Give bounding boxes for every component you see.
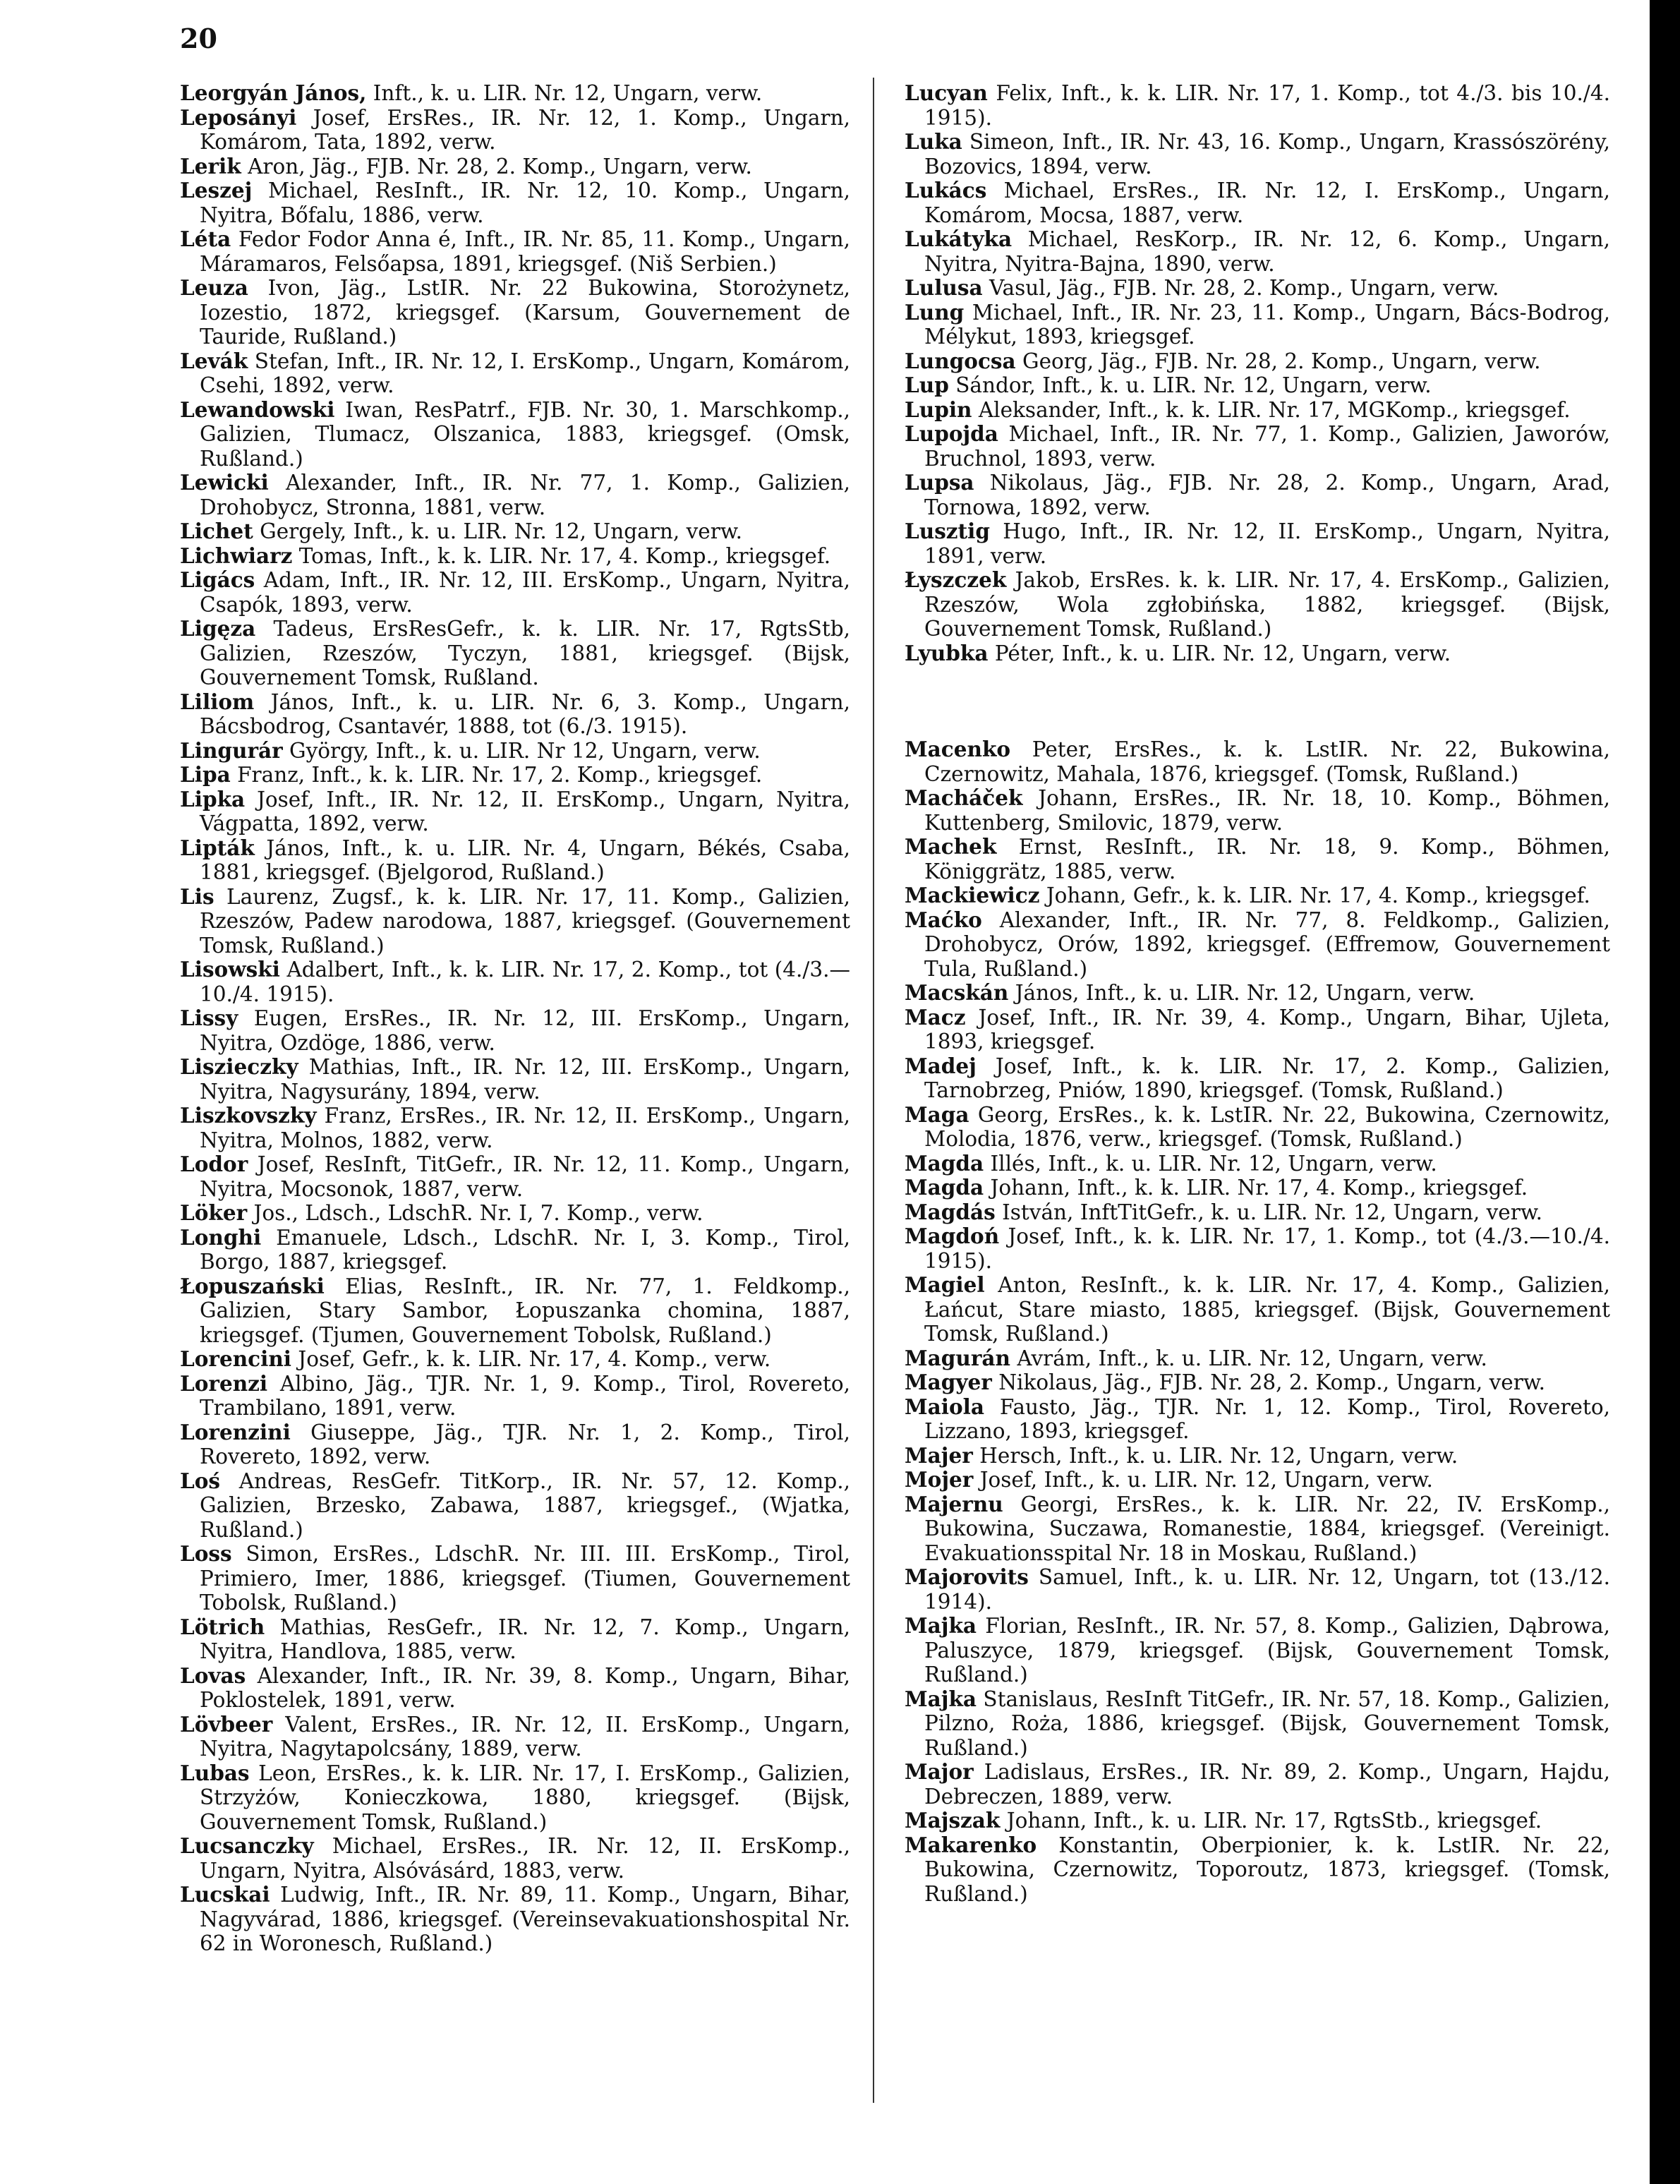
entry-details: Iwan, ResPatrf., FJB. Nr. 30, 1. Marschkomp., Galizien, Tlumacz, Olszanica, 1883, kriegsgef. (Omsk, Rußland.) [200,397,850,471]
entry-details: Alexander, Inft., IR. Nr. 39, 8. Komp., Ungarn, Bihar, Poklostelek, 1891, verw. [200,1663,850,1712]
entry-surname: Lung [905,299,965,325]
entry-details: Tadeus, ErsResGefr., k. k. LIR. Nr. 17, RgtsStb, Galizien, Rzeszów, Tyczyn, 1881, kriegsgef. (Bijsk, Gouvernement Tomsk, Rußland. [200,617,850,689]
register-entry [180,1006,850,1055]
entry-surname: Lingurár [180,737,283,763]
register-entry [905,1054,1610,1103]
entry-details: Josef, ErsRes., IR. Nr. 12, 1. Komp., Ungarn, Komárom, Tata, 1892, verw. [200,105,850,154]
entry-surname: Majorovits [905,1564,1029,1589]
entry-details: Andreas, ResGefr. TitKorp., IR. Nr. 57, 12. Komp., Galizien, Brzesko, Zabawa, 1887, kriegsgef., (Wjatka, Rußland.) [200,1468,850,1542]
entry-details: Georg, Jäg., FJB. Nr. 28, 2. Komp., Ungarn, verw. [1015,349,1541,373]
entry-details: Hersch, Inft., k. u. LIR. Nr. 12, Ungarn, verw. [972,1443,1458,1468]
register-entry [905,1492,1610,1566]
entry-details: Franz, ErsRes., IR. Nr. 12, II. ErsKomp., Ungarn, Nyitra, Molnos, 1882, verw. [200,1104,850,1152]
entry-details: Alexander, Inft., IR. Nr. 77, 8. Feldkomp., Galizien, Drohobycz, Orów, 1892, kriegsgef. (Effremow, Gouvernement Tula, Rußland.) [924,907,1610,981]
entry-details: Josef, ResInft, TitGefr., IR. Nr. 12, 11. Komp., Ungarn, Nyitra, Mocsonok, 1887, verw. [200,1152,850,1201]
entry-surname: Lövbeer [180,1711,273,1737]
entry-details: Aron, Jäg., FJB. Nr. 28, 2. Komp., Ungarn, verw. [241,154,752,179]
right-column-bottom-section [905,737,1610,1906]
entry-surname: Mackiewicz [905,883,1040,907]
entry-details: Michael, Inft., IR. Nr. 23, 11. Komp., Ungarn, Bács-Bodrog, Mélykut, 1893, kriegsgef. [924,300,1610,349]
entry-surname: Lorenzi [180,1370,268,1396]
register-entry [180,1542,850,1615]
register-entry [180,1883,850,1956]
entry-details: Michael, ResKorp., IR. Nr. 12, 6. Komp., Ungarn, Nyitra, Nyitra-Bajna, 1890, verw. [924,227,1610,276]
entry-details: Illés, Inft., k. u. LIR. Nr. 12, Ungarn, verw. [984,1151,1437,1176]
entry-details: Michael, ResInft., IR. Nr. 12, 10. Komp., Ungarn, Nyitra, Bőfalu, 1886, verw. [200,179,850,227]
entry-surname: Lucsanczky [180,1833,314,1858]
entry-surname: Magdás [905,1199,996,1224]
register-entry [180,1615,850,1664]
entry-details: Johann, Inft., k. k. LIR. Nr. 17, 4. Komp., kriegsgef. [984,1176,1528,1200]
register-entry [905,398,1610,423]
register-entry [180,836,850,885]
register-entry [180,690,850,739]
register-entry [180,1347,850,1372]
entry-surname: Macháček [905,785,1023,810]
register-entry [905,1444,1610,1468]
entry-details: Samuel, Inft., k. u. LIR. Nr. 12, Ungarn, tot (13./12. 1914). [924,1565,1610,1614]
entry-details: Josef, Inft., IR. Nr. 39, 4. Komp., Ungarn, Bihar, Ujleta, 1893, kriegsgef. [924,1005,1610,1054]
entry-surname: Leuza [180,275,248,300]
entry-surname: Majka [905,1613,977,1638]
register-entry [180,1372,850,1420]
register-entry [180,1152,850,1201]
entry-details: Leon, ErsRes., k. k. LIR. Nr. 17, I. ErsKomp., Galizien, Strzyżów, Konieczkowa, 1880, kriegsgef. (Bijsk, Gouvernement Tomsk, Rußland.) [200,1761,850,1834]
register-entry [180,471,850,519]
register-entry [180,763,850,788]
entry-surname: Lis [180,883,214,909]
entry-details: Michael, ErsRes., IR. Nr. 12, II. ErsKomp., Ungarn, Nyitra, Alsóvásárd, 1883, verw. [200,1834,850,1883]
entry-details: István, InftTitGefr., k. u. LIR. Nr. 12, Ungarn, verw. [995,1200,1542,1224]
entry-surname: Lucyan [905,80,988,105]
entry-surname: Magdoń [905,1224,1000,1248]
register-entry [905,373,1610,398]
entry-surname: Léta [180,227,231,251]
entry-surname: Liszieczky [180,1054,298,1079]
register-entry [180,349,850,398]
entry-surname: Majernu [905,1491,1003,1516]
entry-surname: Magyer [905,1370,992,1394]
entry-details: Konstantin, Oberpionier, k. k. LstIR. Nr. 22, Bukowina, Czernowitz, Toporoutz, 1873, kriegsgef. (Tomsk, Rußland.) [924,1833,1610,1906]
entry-details: Sándor, Inft., k. u. LIR. Nr. 12, Ungarn, verw. [948,373,1432,397]
entry-surname: Macenko [905,737,1011,761]
register-entry [905,276,1610,301]
entry-surname: Lipka [180,786,246,812]
entry-surname: Leorgyán János, [180,80,367,105]
register-entry [180,1055,850,1104]
register-entry [180,885,850,958]
entry-details: Mathias, ResGefr., IR. Nr. 12, 7. Komp., Ungarn, Nyitra, Handlova, 1885, verw. [200,1615,850,1663]
entry-surname: Maćko [905,907,982,932]
register-entry [905,981,1610,1006]
entry-surname: Makarenko [905,1832,1037,1857]
entry-details: Vasul, Jäg., FJB. Nr. 28, 2. Komp., Ungarn, verw. [982,276,1499,300]
entry-surname: Lyubka [905,640,989,665]
register-entry [905,1103,1610,1152]
entry-surname: Lukács [905,178,987,203]
register-entry [905,1346,1610,1371]
register-entry [180,1469,850,1543]
register-entry [180,155,850,179]
entry-surname: Lubas [180,1760,250,1785]
entry-surname: Lorenzini [180,1419,291,1444]
register-entry [180,1664,850,1713]
entry-surname: Majer [905,1442,973,1468]
entry-details: Stanislaus, ResInft TitGefr., IR. Nr. 57, 18. Komp., Galizien, Pilzno, Roża, 1886, kriegsgef. (Bijsk, Gouvernement Tomsk, Rußland.) [924,1687,1610,1760]
entry-details: János, Inft., k. u. LIR. Nr. 6, 3. Komp., Ungarn, Bácsbodrog, Csantavér, 1888, tot (6./3. 1915). [200,689,850,738]
register-entry [905,1468,1610,1492]
entry-surname: Majka [905,1686,977,1711]
register-entry [180,1201,850,1226]
entry-details: János, Inft., k. u. LIR. Nr. 12, Ungarn, verw. [1008,981,1475,1005]
register-entry [905,835,1610,883]
entry-details: Fedor Fodor Anna é, Inft., IR. Nr. 85, 11. Komp., Ungarn, Máramaros, Felsőapsa, 1891, kriegsgef. (Niš Serbien.) [200,227,850,276]
register-entry [180,398,850,471]
entry-details: Josef, Inft., IR. Nr. 12, II. ErsKomp., Ungarn, Nyitra, Vágpatta, 1892, verw. [200,787,850,835]
entry-details: Hugo, Inft., IR. Nr. 12, II. ErsKomp., Ungarn, Nyitra, 1891, verw. [924,519,1610,568]
entry-details: Franz, Inft., k. k. LIR. Nr. 17, 2. Komp., kriegsgef. [230,763,763,787]
entry-surname: Magda [905,1150,984,1176]
register-entry [180,568,850,617]
entry-surname: Lisowski [180,957,280,982]
register-entry [905,1565,1610,1614]
scan-edge-border [1650,0,1680,2184]
register-entry [180,81,850,106]
register-entry [905,1370,1610,1395]
entry-details: Adam, Inft., IR. Nr. 12, III. ErsKomp., Ungarn, Nyitra, Csapók, 1893, verw. [200,568,850,617]
entry-surname: Lipták [180,835,255,860]
entry-details: Johann, Gefr., k. k. LIR. Nr. 17, 4. Komp., kriegsgef. [1039,883,1590,907]
entry-surname: Macskán [905,980,1009,1005]
register-entry [905,1224,1610,1273]
entry-details: Josef, Inft., k. k. LIR. Nr. 17, 2. Komp., Galizien, Tarnobrzeg, Pniów, 1890, kriegsgef. (Tomsk, Rußland.) [924,1054,1610,1102]
entry-details: Avrám, Inft., k. u. LIR. Nr. 12, Ungarn, verw. [1010,1346,1487,1370]
register-entry [180,544,850,569]
register-entry [905,883,1610,908]
register-entry [905,81,1610,130]
register-entry [905,179,1610,227]
entry-details: János, Inft., k. u. LIR. Nr. 4, Ungarn, Békés, Csaba, 1881, kriegsgef. (Bjelgorod, Rußland.) [200,835,850,884]
entry-surname: Lerik [180,153,241,179]
register-entry [180,106,850,155]
entry-details: Inft., k. u. LIR. Nr. 12, Ungarn, verw. [366,81,763,105]
entry-details: Josef, Inft., k. k. LIR. Nr. 17, 1. Komp., tot (4./3.—10./4. 1915). [924,1224,1610,1273]
register-entry [905,1809,1610,1833]
entry-surname: Magurán [905,1345,1010,1370]
entry-surname: Leszej [180,178,253,203]
entry-details: Ivon, Jäg., LstIR. Nr. 22 Bukowina, Storożynetz, Iozestio, 1872, kriegsgef. (Karsum, Gouvernement de Tauride, Rußland.) [200,276,850,349]
entry-details: Stefan, Inft., IR. Nr. 12, I. ErsKomp., Ungarn, Komárom, Csehi, 1892, verw. [200,349,850,397]
entry-details: Jos., Ldsch., LdschR. Nr. I, 7. Komp., verw. [247,1201,703,1225]
entry-details: Simeon, Inft., IR. Nr. 43, 16. Komp., Ungarn, Krassószörény, Bozovics, 1894, verw. [924,130,1610,179]
register-entry [905,1152,1610,1176]
register-entry [180,1761,850,1835]
entry-surname: Lipa [180,762,231,787]
entry-surname: Majszak [905,1808,1001,1833]
entry-details: Alexander, Inft., IR. Nr. 77, 1. Komp., Galizien, Drohobycz, Stronna, 1881, verw. [200,471,850,519]
entry-details: Georg, ErsRes., k. k. LstIR. Nr. 22, Bukowina, Czernowitz, Molodia, 1876, verw., kriegsgef. (Tomsk, Rußland.) [924,1102,1610,1151]
left-column [180,81,850,1956]
page-number: 20 [180,23,217,54]
register-entry [905,349,1610,374]
entry-surname: Lulusa [905,275,983,300]
register-entry [905,422,1610,471]
register-entry [905,568,1610,641]
entry-surname: Maga [905,1102,969,1127]
entry-details: Aleksander, Inft., k. k. LIR. Nr. 17, MGKomp., kriegsgef. [972,397,1571,422]
register-entry [180,1420,850,1469]
entry-details: Tomas, Inft., k. k. LIR. Nr. 17, 4. Komp., kriegsgef. [292,543,831,568]
entry-details: Johann, Inft., k. u. LIR. Nr. 17, RgtsStb., kriegsgef. [1000,1809,1542,1833]
register-entry [180,1226,850,1274]
entry-surname: Magiel [905,1272,985,1297]
entry-surname: Levák [180,348,248,373]
entry-surname: Lötrich [180,1614,265,1639]
entry-details: Albino, Jäg., TJR. Nr. 1, 9. Komp., Tirol, Rovereto, Trambilano, 1891, verw. [200,1371,850,1420]
entry-surname: Lissy [180,1006,238,1030]
entry-details: Laurenz, Zugsf., k. k. LIR. Nr. 17, 11. Komp., Galizien, Rzeszów, Padew narodowa, 1887, kriegsgef. (Gouvernement Tomsk, Rußland.) [200,884,850,958]
register-entry [905,786,1610,835]
entry-surname: Lusztig [905,519,991,543]
entry-details: Emanuele, Ldsch., LdschR. Nr. I, 3. Komp., Tirol, Borgo, 1887, kriegsgef. [200,1225,850,1274]
entry-surname: Lorencini [180,1346,292,1371]
entry-details: Elias, ResInft., IR. Nr. 77, 1. Feldkomp., Galizien, Stary Sambor, Łopuszanka chomina, 1887, kriegsgef. (Tjumen, Gouvernement Tobolsk, Rußland.) [200,1274,850,1347]
entry-details: Josef, Gefr., k. k. LIR. Nr. 17, 4. Komp., verw. [291,1347,771,1371]
entry-surname: Loss [180,1541,232,1566]
entry-surname: Lupojda [905,421,998,446]
register-entry [905,737,1610,786]
entry-details: Simon, ErsRes., LdschR. Nr. III. III. ErsKomp., Tirol, Primiero, Imer, 1886, kriegsgef. (Tiumen, Gouvernement Tobolsk, Rußland.) [200,1542,850,1615]
entry-details: Anton, ResInft., k. k. LIR. Nr. 17, 4. Komp., Galizien, Łańcut, Stare miasto, 1885, kriegsgef. (Bijsk, Gouvernement Tomsk, Rußland.) [924,1273,1610,1346]
register-entry [180,179,850,227]
entry-details: Adalbert, Inft., k. k. LIR. Nr. 17, 2. Komp., tot (4./3.—10./4. 1915). [200,958,850,1006]
entry-surname: Lup [905,373,949,397]
register-entry [905,227,1610,276]
entry-surname: Liszkovszky [180,1103,317,1128]
entry-surname: Ligęza [180,616,256,641]
register-entry [180,1104,850,1152]
entry-surname: Lucskai [180,1882,270,1907]
entry-details: Felix, Inft., k. k. LIR. Nr. 17, 1. Komp., tot 4./3. bis 10./4. 1915). [924,81,1610,130]
entry-details: Johann, ErsRes., IR. Nr. 18, 10. Komp., Böhmen, Kuttenberg, Smilovic, 1879, verw. [924,786,1610,835]
entry-surname: Madej [905,1053,977,1078]
entry-details: Giuseppe, Jäg., TJR. Nr. 1, 2. Komp., Tirol, Rovereto, 1892, verw. [200,1420,850,1468]
register-entry [905,301,1610,349]
entry-surname: Liliom [180,689,255,714]
entry-surname: Lukátyka [905,227,1013,251]
register-entry [905,1200,1610,1225]
entry-surname: Lewandowski [180,397,335,422]
entry-details: Jakob, ErsRes. k. k. LIR. Nr. 17, 4. ErsKomp., Galizien, Rzeszów, Wola zgłobińska, 1882, kriegsgef. (Bijsk, Gouvernement Tomsk, Rußland.) [924,568,1610,641]
entry-details: Péter, Inft., k. u. LIR. Nr. 12, Ungarn, verw. [988,641,1451,665]
register-entry [180,958,850,1006]
entry-surname: Lovas [180,1663,246,1688]
entry-surname: Łopuszański [180,1273,325,1298]
entry-surname: Lodor [180,1152,248,1176]
entry-surname: Lungocsa [905,348,1016,373]
entry-details: Mathias, Inft., IR. Nr. 12, III. ErsKomp., Ungarn, Nyitra, Nagysurány, 1894, verw. [200,1055,850,1104]
entry-details: Nikolaus, Jäg., FJB. Nr. 28, 2. Komp., Ungarn, Arad, Tornowa, 1892, verw. [924,471,1610,519]
entry-surname: Longhi [180,1224,262,1250]
register-entry [905,130,1610,179]
entry-surname: Magda [905,1175,984,1200]
register-entry [180,1713,850,1761]
entry-details: Ernst, ResInft., IR. Nr. 18, 9. Komp., Böhmen, Königgrätz, 1885, verw. [924,835,1610,883]
register-entry [180,617,850,690]
right-column-top-section [905,81,1610,665]
register-entry [180,788,850,836]
register-entry [905,1687,1610,1761]
entry-details: Ludwig, Inft., IR. Nr. 89, 11. Komp., Ungarn, Bihar, Nagyvárad, 1886, kriegsgef. (Vereinsevakuationshospital Nr. 62 in Woronesch, Rußland.) [200,1883,850,1955]
entry-surname: Machek [905,834,997,859]
entry-details: Peter, ErsRes., k. k. LstIR. Nr. 22, Bukowina, Czernowitz, Mahala, 1876, kriegsgef. (Tomsk, Rußland.) [924,737,1610,786]
register-entry [180,1834,850,1883]
entry-details: Gergely, Inft., k. u. LIR. Nr. 12, Ungarn, verw. [253,519,742,543]
register-entry [905,1760,1610,1809]
entry-details: Nikolaus, Jäg., FJB. Nr. 28, 2. Komp., Ungarn, verw. [991,1370,1545,1394]
register-entry [905,471,1610,519]
entry-surname: Ligács [180,567,255,592]
entry-details: Valent, ErsRes., IR. Nr. 12, II. ErsKomp., Ungarn, Nyitra, Nagytapolcsány, 1889, verw. [200,1712,850,1761]
register-entry [905,1176,1610,1200]
entry-surname: Łyszczek [905,567,1007,592]
entry-surname: Lewicki [180,470,269,495]
entry-details: Ladislaus, ErsRes., IR. Nr. 89, 2. Komp., Ungarn, Hajdu, Debreczen, 1889, verw. [924,1760,1610,1809]
entry-details: Fausto, Jäg., TJR. Nr. 1, 12. Komp., Tirol, Rovereto, Lizzano, 1893, kriegsgef. [924,1394,1610,1443]
entry-details: Josef, Inft., k. u. LIR. Nr. 12, Ungarn, verw. [973,1468,1433,1492]
entry-surname: Mojer [905,1467,974,1492]
register-entry [180,227,850,276]
register-entry [180,276,850,349]
entry-surname: Löker [180,1200,248,1225]
entry-surname: Luka [905,129,962,154]
entry-details: Georgi, ErsRes., k. k. LIR. Nr. 22, IV. ErsKomp., Bukowina, Suczawa, Romanestie, 1884, kriegsgef. (Vereinigt. Evakuationsspital Nr. 18 in Moskau, Rußland.) [924,1492,1610,1565]
entry-surname: Maiola [905,1394,984,1419]
entry-details: Florian, ResInft., IR. Nr. 57, 8. Komp., Galizien, Dąbrowa, Paluszyce, 1879, kriegsgef. (Bijsk, Gouvernement Tomsk, Rußland.) [924,1614,1610,1687]
right-column [905,81,1610,1906]
entry-details: György, Inft., k. u. LIR. Nr 12, Ungarn, verw. [282,738,761,763]
register-entry [905,641,1610,666]
entry-surname: Macz [905,1004,966,1030]
register-entry [905,908,1610,982]
register-entry [905,1395,1610,1444]
column-divider [873,78,874,2103]
entry-surname: Major [905,1759,974,1784]
entry-surname: Lichwiarz [180,543,293,568]
entry-details: Michael, Inft., IR. Nr. 77, 1. Komp., Galizien, Jaworów, Bruchnol, 1893, verw. [924,422,1610,471]
entry-details: Michael, ErsRes., IR. Nr. 12, I. ErsKomp., Ungarn, Komárom, Mocsa, 1887, verw. [924,179,1610,227]
register-entry [180,1274,850,1348]
register-entry [905,1006,1610,1054]
register-entry [905,1833,1610,1907]
section-gap [905,665,1610,737]
register-entry [905,519,1610,568]
entry-surname: Lupin [905,397,972,422]
entry-surname: Leposányi [180,104,297,130]
entry-details: Eugen, ErsRes., IR. Nr. 12, III. ErsKomp., Ungarn, Nyitra, Ozdöge, 1886, verw. [200,1006,850,1055]
entry-surname: Loś [180,1468,221,1493]
entry-surname: Lichet [180,519,253,543]
entry-surname: Lupsa [905,470,974,495]
register-entry [905,1273,1610,1346]
register-entry [905,1614,1610,1687]
register-entry [180,519,850,544]
register-entry [180,739,850,764]
